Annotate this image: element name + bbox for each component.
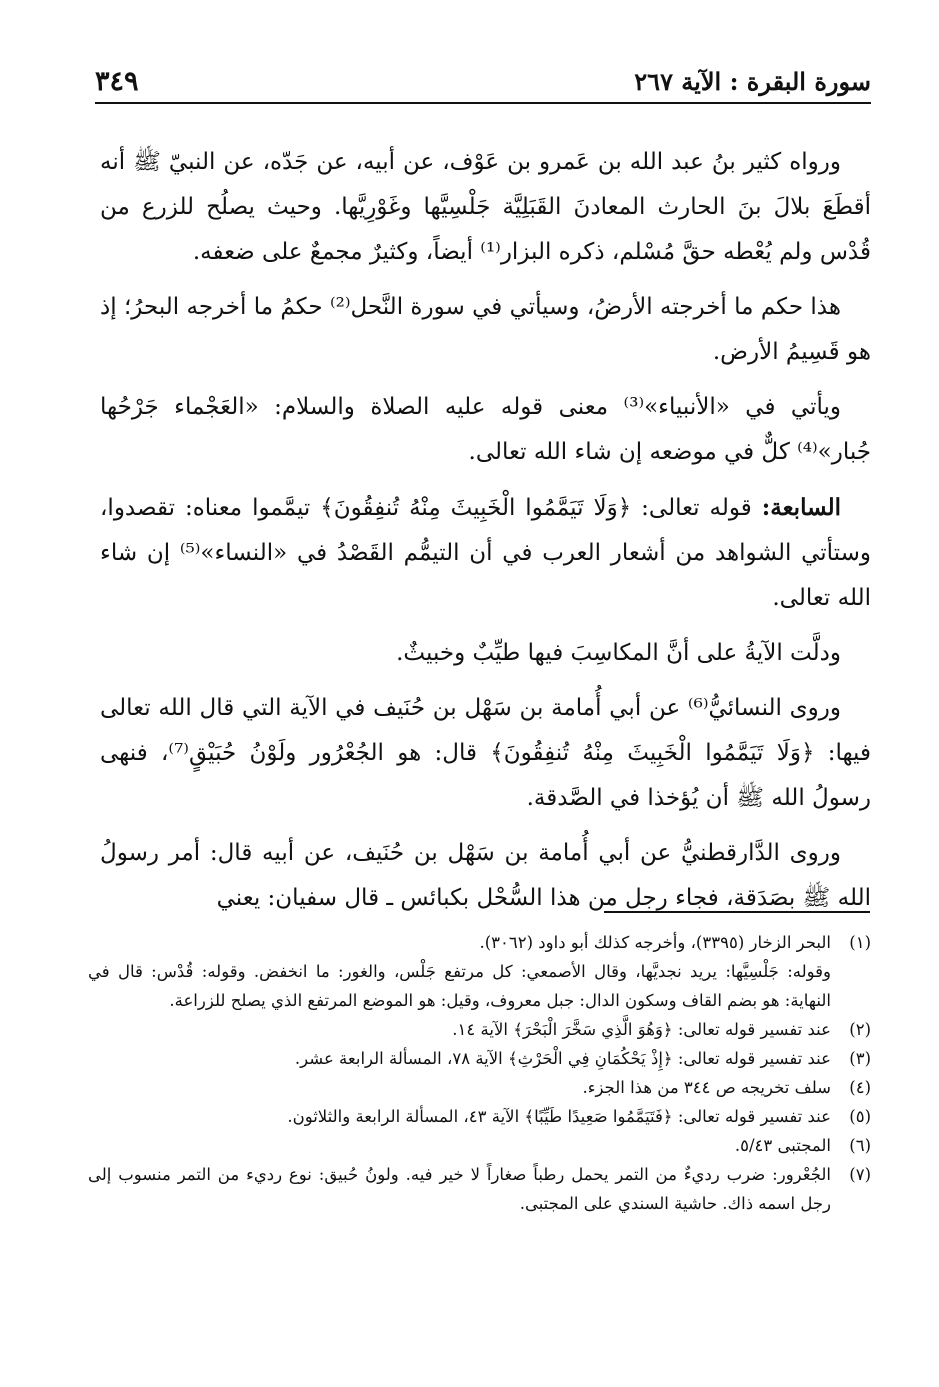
footnote-text: المجتبى ٥/٤٣.: [734, 1136, 831, 1155]
paragraph: [100, 831, 871, 921]
footnote-item: [88, 928, 871, 1015]
footnote-item: [88, 1102, 871, 1131]
paragraph-text: وروى الدَّارقطنيُّ عن أبي أُمامة بن سَهْل بن حُنَيف، عن أبيه قال: أمر رسولُ الله ﷺ بصَدَقة، فجاء رجل من هذا السُّحْل بكبائس ـ قال سفيان: يعني: [100, 840, 871, 911]
footnote-number: (٧): [849, 1165, 871, 1184]
footnote-number: (٦): [849, 1136, 871, 1155]
main-text: [100, 140, 871, 931]
footnote-text: الجُعْرور: ضرب رديءٌ من التمر يحمل رطباً صغاراً لا خير فيه. ولونُ حُبيق: نوع رديء من التمر منسوب إلى رجل اسمه ذاك. حاشية السندي على المجتبى.: [88, 1165, 831, 1213]
paragraph-text: وروى النسائيُّ⁽⁶⁾ عن أبي أُمامة بن سَهْل بن حُنَيف في الآية التي قال الله تعالى فيها: ﴿وَلَا تَيَمَّمُوا الْخَبِيثَ مِنْهُ تُنفِقُونَ﴾ قال: هو الجُعْرُور ولَوْنُ حُبَيْقٍ⁽⁷⁾، فنهى رسولُ الله ﷺ أن يُؤخذا في الصَّدقة.: [100, 695, 871, 811]
paragraph: [100, 285, 871, 375]
footnote-number: (٣): [849, 1049, 871, 1068]
footnote-text: عند تفسير قوله تعالى: ﴿فَتَيَمَّمُوا صَعِيدًا طَيِّبًا﴾ الآية ٤٣، المسألة الرابعة والثلاثون.: [287, 1107, 831, 1126]
page-header: [95, 60, 871, 104]
paragraph: [100, 140, 871, 275]
paragraph-text: قوله تعالى: ﴿وَلَا تَيَمَّمُوا الْخَبِيثَ مِنْهُ تُنفِقُونَ﴾ تيمَّموا معناه: تقصدوا، وستأتي الشواهد من أشعار العرب في أن التيمُّم القَصْدُ في «النساء»⁽⁵⁾ إن شاء الله تعالى.: [100, 495, 871, 611]
page-number: ٣٤٩: [95, 65, 139, 97]
paragraph: [100, 686, 871, 821]
footnote-text: عند تفسير قوله تعالى: ﴿إِذْ يَحْكُمَانِ فِي الْحَرْثِ﴾ الآية ٧٨، المسألة الرابعة عشر.: [294, 1049, 831, 1068]
paragraph-text: هذا حكم ما أخرجته الأرضُ، وسيأتي في سورة النَّحل⁽²⁾ حكمُ ما أخرجه البحرُ؛ إذ هو قَسِيمُ الأرض.: [100, 294, 871, 365]
footnote-number: (١): [849, 933, 871, 952]
footnote-item: [88, 1160, 871, 1218]
footnote-line: البحر الزخار (٣٣٩٥)، وأخرجه كذلك أبو داود (٣٠٦٢).: [479, 933, 831, 952]
footnote-line: وقوله: جَلْسِيَّها: يريد نجديَّها، وقال الأصمعي: كل مرتفع جَلْس، والغور: ما انخفض. وقوله: قُدْس: قال في النهاية: هو بضم القاف وسكون الدال: جبل معروف، وقيل: هو الموضع المرتفع الذي يصلح للزراعة.: [88, 962, 831, 1010]
footnote-text: سلف تخريجه ص ٣٤٤ من هذا الجزء.: [582, 1078, 831, 1097]
footnote-number: (٥): [849, 1107, 871, 1126]
paragraph-text: ويأتي في «الأنبياء»⁽³⁾ معنى قوله عليه الصلاة والسلام: «العَجْماء جَرْحُها جُبار»⁽⁴⁾ كلٌّ في موضعه إن شاء الله تعالى.: [100, 394, 871, 465]
paragraph-text: ودلَّت الآيةُ على أنَّ المكاسِبَ فيها طيِّبٌ وخبيثٌ.: [396, 640, 841, 666]
paragraph: [100, 385, 871, 475]
footnote-item: [88, 1073, 871, 1102]
running-title: سورة البقرة : الآية ٢٦٧: [634, 66, 871, 96]
footnote-number: (٤): [849, 1078, 871, 1097]
issue-heading: السابعة:: [761, 494, 841, 521]
footnote-item: [88, 1131, 871, 1160]
footnote-item: [88, 1015, 871, 1044]
footnote-text: عند تفسير قوله تعالى: ﴿وَهُوَ الَّذِي سَخَّرَ الْبَحْرَ﴾ الآية ١٤.: [452, 1020, 831, 1039]
footnote-text: [88, 928, 831, 1015]
footnotes: [88, 928, 871, 1218]
paragraph: [100, 631, 871, 676]
footnote-divider: [604, 911, 870, 913]
footnote-number: (٢): [849, 1020, 871, 1039]
footnote-item: [88, 1044, 871, 1073]
paragraph-text: ورواه كثير بنُ عبد الله بن عَمرو بن عَوْف، عن أبيه، عن جَدّه، عن النبيّ ﷺ أنه أقطَعَ بلالَ بنَ الحارث المعادنَ القَبَلِيَّة جَلْسِيَّها وغَوْرِيَّها. وحيث يصلُح للزرع من قُدْس ولم يُعْطه حقَّ مُسْلم، ذكره البزار⁽¹⁾ أيضاً، وكثيرٌ مجمعٌ على ضعفه.: [100, 149, 871, 265]
paragraph: [100, 485, 871, 621]
